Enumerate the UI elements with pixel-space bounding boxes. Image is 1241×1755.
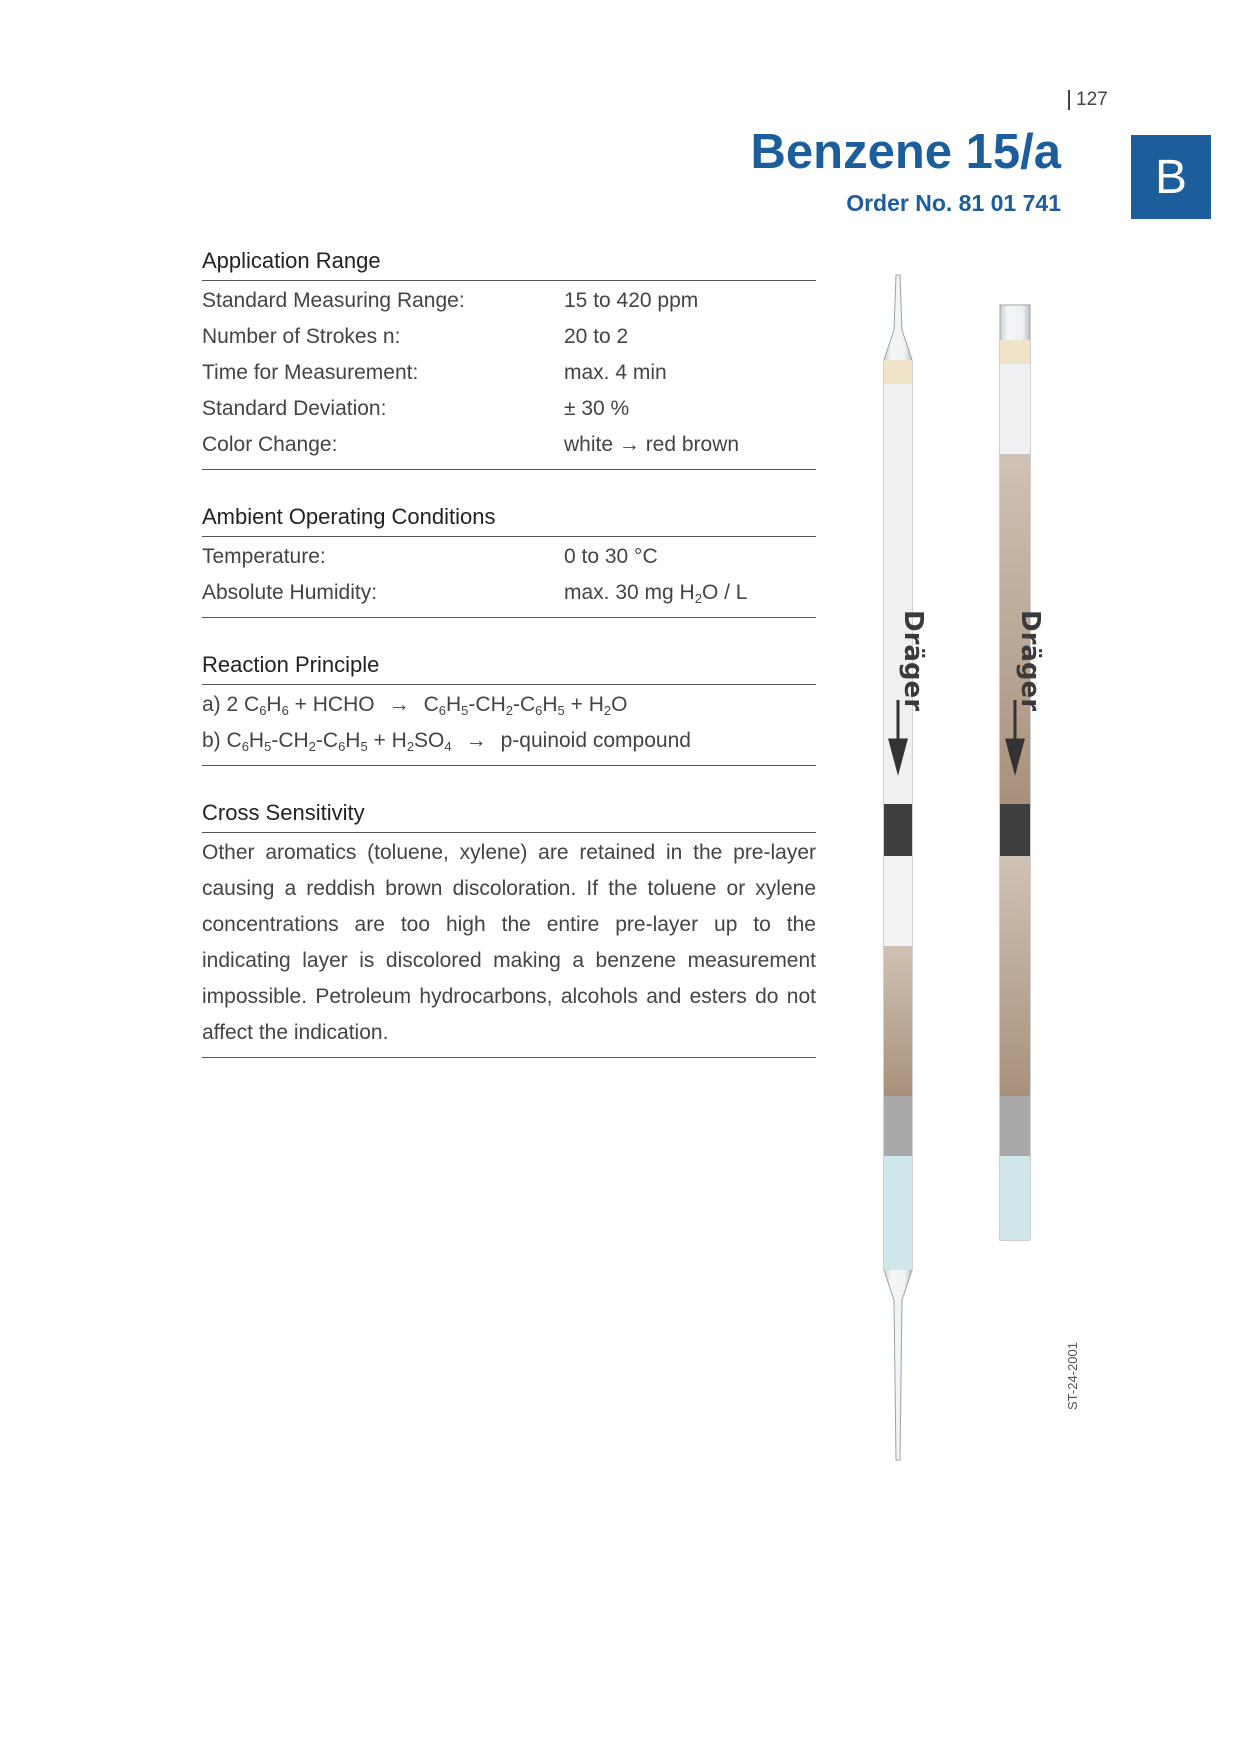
spec-label: Time for Measurement: [202,361,419,384]
application-range-section [202,248,816,470]
reaction-section [202,652,816,766]
spec-row [202,283,816,319]
tube-2-indicating-layer [1000,856,1030,1096]
tube-1 [884,275,928,1460]
spec-row [202,575,816,611]
spec-label: Absolute Humidity: [202,581,378,604]
spec-value: 15 to 420 ppm [564,289,699,312]
application-range-rows [202,281,816,470]
reaction-b: b) $C_6H_5-CH_2-C_6H_5 + H_2SO_4$ → p-quinoid compound [202,729,691,754]
tube-1-band [884,804,912,856]
tube-1-plug [884,360,912,384]
ambient-rows [202,537,816,618]
tube-2 [1000,305,1045,1240]
order-number: Order No. 81 01 741 [846,190,1061,216]
spec-label: Temperature: [202,545,326,568]
arrow-icon: → [388,693,410,716]
spec-value: max. 30 mg $H_2O$ / L [564,581,748,606]
tube-1-mesh [884,1096,912,1156]
spec-label: Color Change: [202,433,338,456]
tube-1-indicating-layer [884,946,912,1096]
reaction-a: a) 2 $C_6H_6$ + HCHO → $C_6H_5-CH_2-C_6H_5 + H_2O$ [202,693,628,718]
application-range-heading: Application Range [202,248,816,281]
page-title: Benzene 15/a [750,125,1061,179]
spec-row [202,391,816,427]
photo-code: ST-24-2001 [1065,1342,1080,1410]
spec-row [202,319,816,355]
spec-label: Standard Measuring Range: [202,289,465,312]
tube-2-plug [1000,340,1030,364]
ambient-heading: Ambient Operating Conditions [202,504,816,537]
spec-value: 0 to 30 °C [564,545,658,568]
reaction-heading: Reaction Principle [202,652,816,685]
spec-row [202,427,816,463]
tube-2-band [1000,804,1030,856]
spec-label: Standard Deviation: [202,397,387,420]
tube-2-brand-label: Dräger [1015,610,1045,712]
spec-value: max. 4 min [564,361,667,384]
ambient-section [202,504,816,618]
spec-value: 20 to 2 [564,325,629,348]
spec-row [202,355,816,391]
cross-sensitivity-text: Other aromatics (toluene, xylene) are retained in the pre-layer causing a reddish brown discoloration. If the toluene or xylene concentrations are too high the entire pre-layer up to the indicating layer is discolored making a benzene measurement impossible. Petroleum hydrocarbons, alcohols and esters do not affect the indication. [202,833,816,1058]
spec-value: white → red brown [564,433,740,456]
detector-tubes-photo [850,270,1090,1470]
spec-value: ± 30 % [564,397,630,420]
arrow-icon: → [465,729,487,752]
section-tab: B [1131,135,1211,219]
cross-sensitivity-heading: Cross Sensitivity [202,800,816,833]
tube-1-brand-label: Dräger [898,610,928,712]
page-number: 127 [1068,90,1108,110]
spec-row [202,539,816,575]
cross-sensitivity-section [202,800,816,1058]
reaction-rows [202,685,816,766]
spec-label: Number of Strokes n: [202,325,401,348]
tube-2-mesh [1000,1096,1030,1156]
content [202,248,816,1092]
